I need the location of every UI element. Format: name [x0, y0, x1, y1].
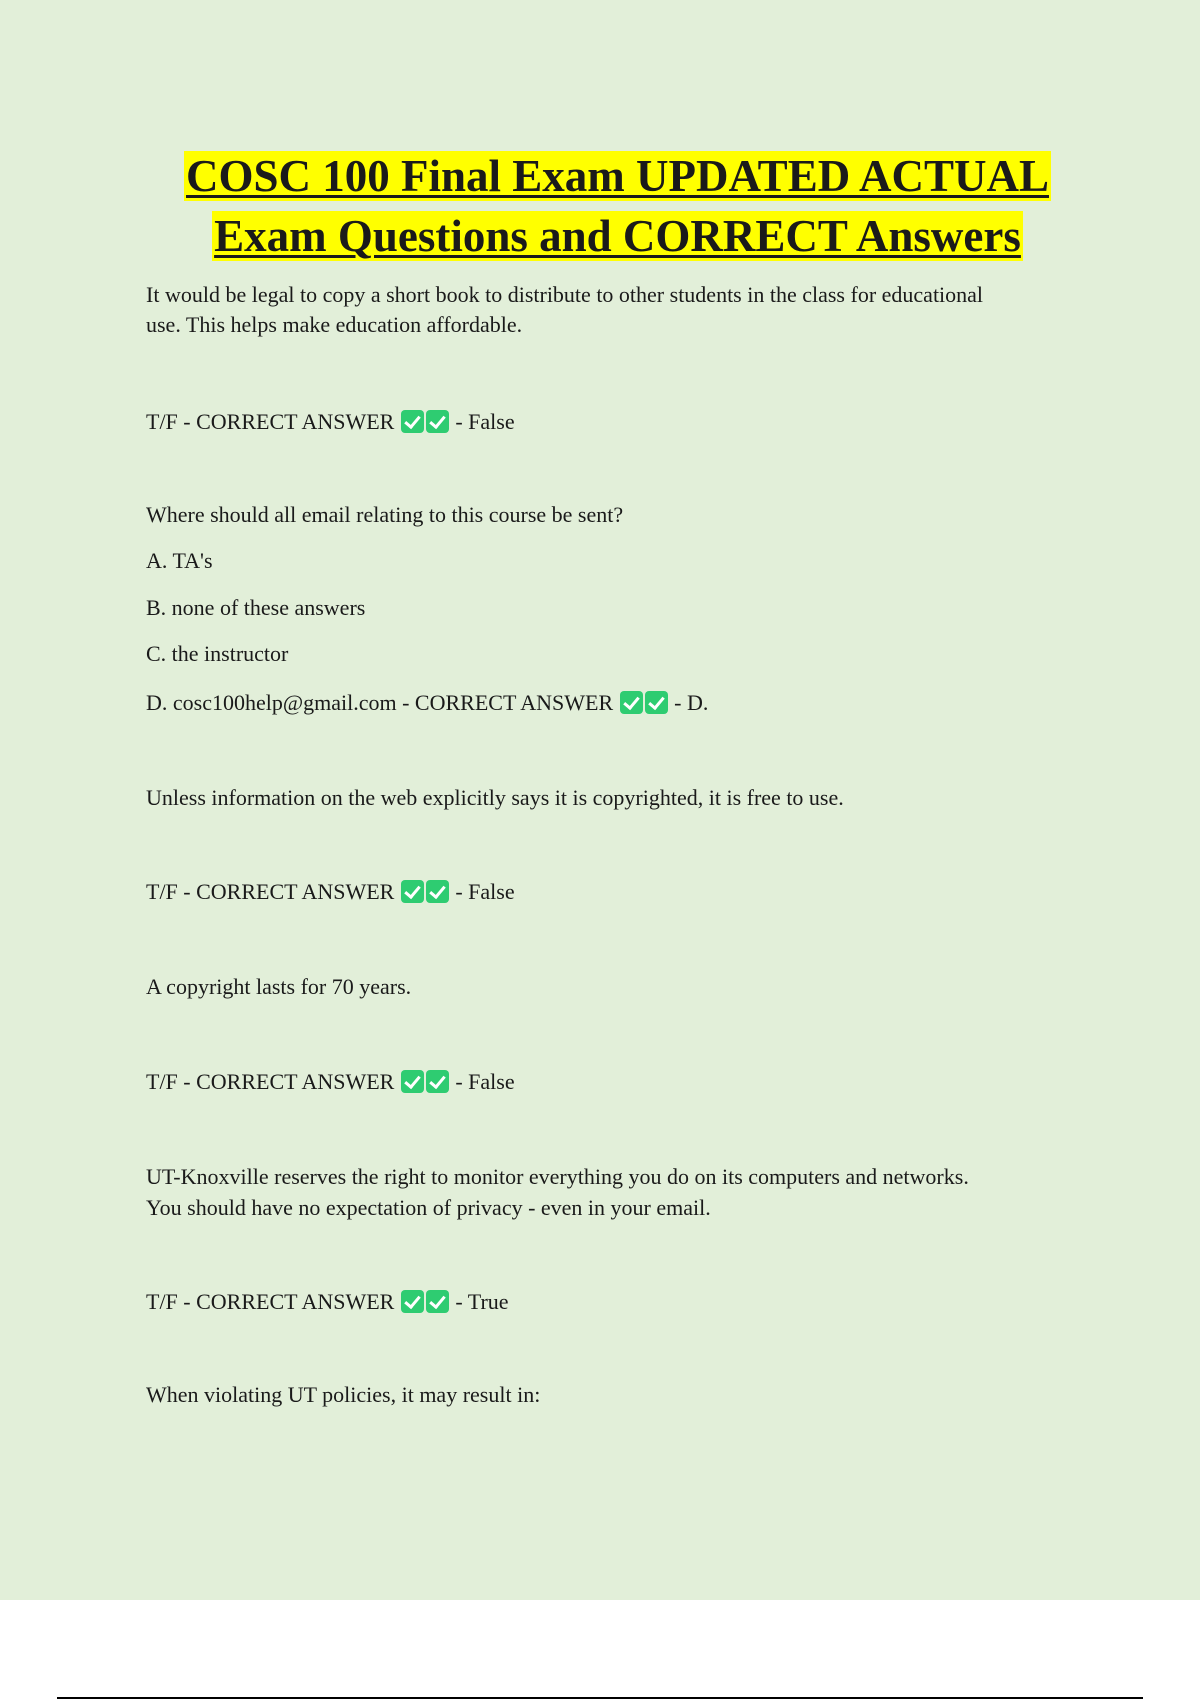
answer-3: [146, 877, 515, 907]
answer-5-value: - True: [455, 1289, 509, 1314]
check-mark-icon: [620, 691, 643, 714]
check-mark-icon: [426, 410, 449, 433]
answer-1-value: - False: [455, 409, 515, 434]
answer-1-prefix: T/F - CORRECT ANSWER: [146, 409, 395, 434]
question-1-line-2: use. This helps make education affordable.: [146, 312, 523, 337]
answer-4: [146, 1067, 515, 1097]
question-4: A copyright lasts for 70 years.: [146, 974, 412, 999]
answer-4-value: - False: [455, 1069, 515, 1094]
title-line-2: Exam Questions and CORRECT Answers: [214, 211, 1021, 261]
check-mark-icon: [426, 1290, 449, 1313]
title-line-1: COSC 100 Final Exam UPDATED ACTUAL: [186, 151, 1049, 201]
question-2-option-a: A. TA's: [146, 548, 213, 573]
question-5-line-2: You should have no expectation of privacy - even in your email.: [146, 1195, 711, 1220]
answer-3-value: - False: [455, 879, 515, 904]
check-mark-icon: [401, 880, 424, 903]
question-2: Where should all email relating to this course be sent?: [146, 502, 624, 527]
question-2-option-c: C. the instructor: [146, 641, 289, 666]
answer-2-prefix: D. cosc100help@gmail.com - CORRECT ANSWER: [146, 690, 614, 715]
check-mark-icon: [645, 691, 668, 714]
answer-4-prefix: T/F - CORRECT ANSWER: [146, 1069, 395, 1094]
check-mark-icon: [401, 410, 424, 433]
answer-1: [146, 407, 515, 437]
question-2-option-d: [146, 688, 708, 718]
answer-5-prefix: T/F - CORRECT ANSWER: [146, 1289, 395, 1314]
check-mark-icon: [401, 1290, 424, 1313]
answer-2-value: - D.: [674, 690, 709, 715]
question-1-line-1: It would be legal to copy a short book to distribute to other students in the class for educational: [146, 282, 984, 307]
check-mark-icon: [401, 1070, 424, 1093]
question-6: When violating UT policies, it may result in:: [146, 1382, 541, 1407]
answer-3-prefix: T/F - CORRECT ANSWER: [146, 879, 395, 904]
footer-rule: [57, 1697, 1143, 1699]
check-mark-icon: [426, 880, 449, 903]
question-3: Unless information on the web explicitly says it is copyrighted, it is free to use.: [146, 785, 844, 810]
question-5-line-1: UT-Knoxville reserves the right to monitor everything you do on its computers and networks.: [146, 1164, 969, 1189]
check-mark-icon: [426, 1070, 449, 1093]
document-title: [60, 146, 1175, 266]
question-2-option-b: B. none of these answers: [146, 595, 366, 620]
answer-5: [146, 1287, 509, 1317]
